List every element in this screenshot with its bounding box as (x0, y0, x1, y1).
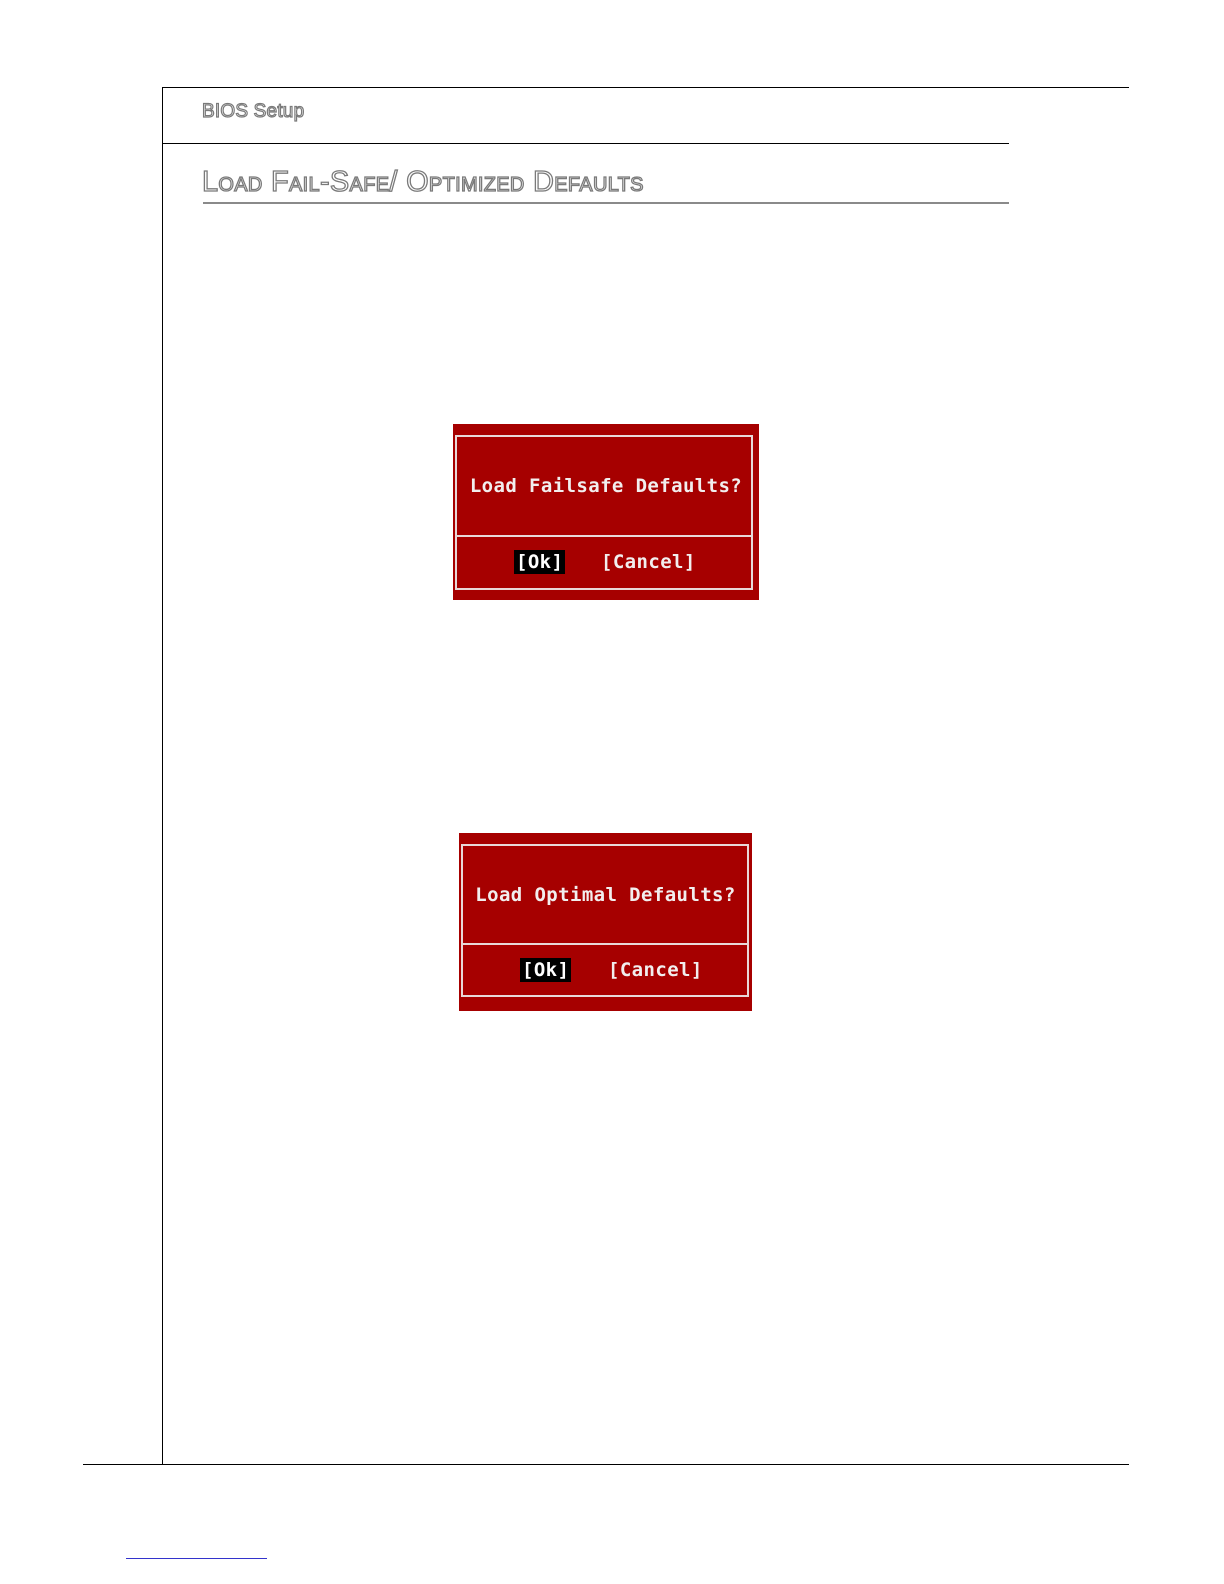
running-head: BIOS Setup (202, 101, 305, 122)
cancel-button[interactable]: [Cancel] (601, 551, 696, 573)
load-optimal-defaults-dialog (459, 833, 752, 1011)
section-title-underline (203, 202, 1009, 204)
load-failsafe-defaults-dialog (453, 424, 759, 600)
ok-button[interactable]: [Ok] (516, 551, 564, 573)
page-frame-left-rule (162, 87, 163, 1465)
footer-rule (83, 1464, 1129, 1465)
dialog-question: Load Optimal Defaults? (475, 884, 736, 906)
footer-link-underline (126, 1558, 267, 1559)
dialog-question: Load Failsafe Defaults? (469, 475, 743, 497)
section-title: Load Fail-Safe/ Optimized Defaults (202, 166, 644, 198)
dialog-border (461, 844, 749, 997)
ok-button[interactable]: [Ok] (522, 959, 570, 981)
cancel-button[interactable]: [Cancel] (608, 959, 703, 981)
header-rule (162, 143, 1009, 144)
dialog-divider (457, 535, 751, 537)
dialog-divider (463, 943, 747, 945)
page-frame-top-rule (162, 87, 1129, 88)
